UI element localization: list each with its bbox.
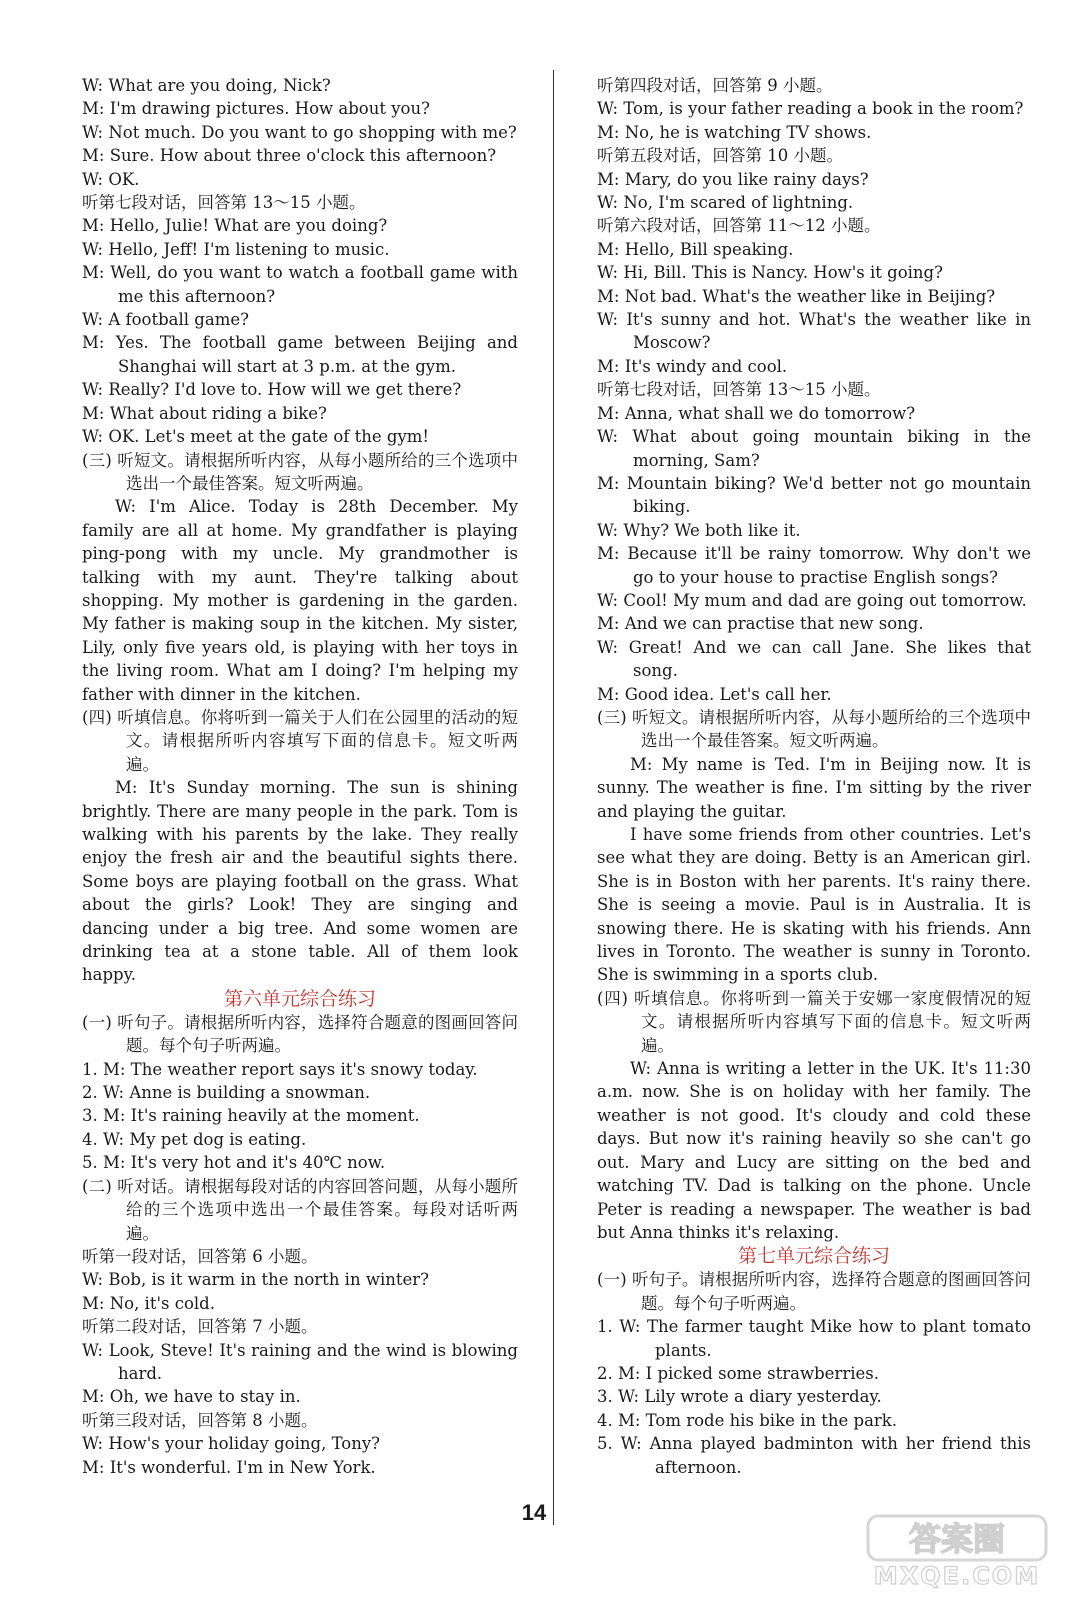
- dialogue-line: W: Look, Steve! It's raining and the wind is blowing hard.: [82, 1340, 518, 1383]
- dialogue-intro: 听第四段对话，回答第 9 小题。: [597, 76, 833, 95]
- dialogue-line: W: Great! And we can call Jane. She likes that song.: [597, 637, 1031, 681]
- dialogue-line: M: No, he is watching TV shows.: [597, 122, 872, 142]
- numbered-item: 5. M: It's very hot and it's 40℃ now.: [82, 1153, 386, 1173]
- numbered-item: 3. W: Lily wrote a diary yesterday.: [597, 1387, 882, 1407]
- section-instruction: (一) 听句子。请根据所听内容，选择符合题意的图画回答问题。每个句子听两遍。: [597, 1270, 1031, 1313]
- dialogue-line: M: Sure. How about three o'clock this afternoon?: [82, 146, 497, 166]
- unit-heading: 第六单元综合练习: [223, 987, 376, 1010]
- dialogue-line: M: No, it's cold.: [82, 1293, 215, 1313]
- dialogue-line: M: It's wonderful. I'm in New York.: [82, 1457, 376, 1477]
- dialogue-intro: 听第五段对话，回答第 10 小题。: [597, 146, 843, 166]
- dialogue-intro: 听第三段对话，回答第 8 小题。: [82, 1410, 318, 1430]
- right-column: [597, 74, 1031, 1479]
- dialogue-line: W: Hello, Jeff! I'm listening to music.: [82, 239, 390, 259]
- watermark-logo-text: 答案圈: [908, 1520, 1006, 1558]
- dialogue-intro: 听第七段对话，回答第 13～15 小题。: [597, 380, 881, 400]
- passage-paragraph: I have some friends from other countries. Let's see what they are doing. Betty is an American girl. She is in Boston with her parents. It's rainy there. She is seeing a movie. Paul is in Australia. It is snowing there. He is skating with his friends. Ann lives in Toronto. The weather is sunny in Toronto. She is swimming in a sports club.: [597, 825, 1031, 985]
- dialogue-line: M: Because it'll be rainy tomorrow. Why don't we go to your house to practise English songs?: [597, 544, 1031, 587]
- dialogue-line: M: Hello, Bill speaking.: [597, 239, 794, 259]
- dialogue-line: M: Oh, we have to stay in.: [82, 1387, 301, 1407]
- section-instruction: (三) 听短文。请根据所听内容，从每小题所给的三个选项中选出一个最佳答案。短文听两遍。: [597, 707, 1031, 751]
- dialogue-line: M: Well, do you want to watch a football game with me this afternoon?: [82, 263, 518, 306]
- numbered-item: 2. W: Anne is building a snowman.: [82, 1083, 371, 1103]
- dialogue-line: W: What about going mountain biking in the morning, Sam?: [597, 427, 1031, 470]
- dialogue-line: M: What about riding a bike?: [82, 403, 327, 423]
- dialogue-intro: 听第一段对话，回答第 6 小题。: [82, 1246, 318, 1266]
- numbered-item: 5. W: Anna played badminton with her friend this afternoon.: [597, 1434, 1031, 1477]
- numbered-item: 1. M: The weather report says it's snowy today.: [82, 1059, 478, 1079]
- dialogue-line: W: OK.: [82, 169, 140, 189]
- dialogue-line: W: Bob, is it warm in the north in winter?: [82, 1270, 429, 1290]
- passage-paragraph: M: It's Sunday morning. The sun is shining brightly. There are many people in the park. Tom is walking with his parents by the lake. They really enjoy the fresh air and the beautiful sights there. Some boys are playing football on the grass. What about the girls? Look! They are singing and dancing under a big tree. And some women are drinking tea at a stone table. All of them look happy.: [82, 778, 518, 985]
- dialogue-line: W: OK. Let's meet at the gate of the gym!: [82, 427, 430, 447]
- dialogue-line: W: What are you doing, Nick?: [82, 76, 331, 95]
- dialogue-line: W: Hi, Bill. This is Nancy. How's it going?: [597, 263, 943, 283]
- dialogue-line: W: How's your holiday going, Tony?: [82, 1434, 381, 1454]
- passage-paragraph: M: My name is Ted. I'm in Beijing now. It is sunny. The weather is fine. I'm sitting by the river and playing the guitar.: [597, 754, 1031, 821]
- dialogue-line: M: Hello, Julie! What are you doing?: [82, 216, 388, 236]
- numbered-item: 1. W: The farmer taught Mike how to plant tomato plants.: [597, 1317, 1031, 1360]
- passage-paragraph: W: Anna is writing a letter in the UK. It's 11:30 a.m. now. She is on holiday with her family. The weather is not good. It's cloudy and cold these days. But now it's raining heavily so she can't go out. Mary and Lucy are sitting on the bed and watching TV. Dad is talking on the phone. Uncle Peter is reading a newspaper. The weather is bad but Anna thinks it's relaxing.: [597, 1059, 1031, 1242]
- dialogue-line: W: No, I'm scared of lightning.: [597, 193, 854, 213]
- dialogue-line: M: Good idea. Let's call her.: [597, 684, 832, 704]
- left-column: [82, 74, 518, 1479]
- dialogue-line: W: Tom, is your father reading a book in the room?: [597, 99, 1024, 119]
- dialogue-line: W: Not much. Do you want to go shopping with me?: [82, 122, 517, 142]
- section-instruction: (四) 听填信息。你将听到一篇关于人们在公园里的活动的短文。请根据所听内容填写下面的信息卡。短文听两遍。: [82, 707, 518, 774]
- passage-paragraph: W: I'm Alice. Today is 28th December. My family are all at home. My grandfather is playing ping-pong with my uncle. My grandmother is talking with my aunt. They're talking about shopping. My mother is gardening in the garden. My father is making soup in the kitchen. My sister, Lily, only five years old, is playing with her toys in the living room. What am I doing? I'm helping my father with dinner in the kitchen.: [82, 497, 518, 704]
- unit-heading: 第七单元综合练习: [737, 1245, 890, 1268]
- dialogue-line: W: It's sunny and hot. What's the weather like in Moscow?: [597, 310, 1031, 353]
- numbered-item: 4. W: My pet dog is eating.: [82, 1129, 307, 1149]
- dialogue-line: M: Anna, what shall we do tomorrow?: [597, 403, 916, 423]
- watermark-logo: [862, 1512, 1052, 1590]
- numbered-item: 4. M: Tom rode his bike in the park.: [597, 1410, 898, 1430]
- dialogue-line: W: Really? I'd love to. How will we get there?: [82, 380, 462, 400]
- dialogue-line: W: A football game?: [82, 310, 249, 330]
- page-number: 14: [521, 1500, 547, 1525]
- numbered-item: 3. M: It's raining heavily at the moment.: [82, 1106, 420, 1126]
- dialogue-line: M: Mountain biking? We'd better not go mountain biking.: [597, 473, 1031, 517]
- dialogue-intro: 听第二段对话，回答第 7 小题。: [82, 1317, 318, 1337]
- dialogue-intro: 听第六段对话，回答第 11～12 小题。: [597, 216, 881, 236]
- dialogue-line: W: Cool! My mum and dad are going out tomorrow.: [597, 590, 1027, 610]
- dialogue-line: M: Not bad. What's the weather like in Beijing?: [597, 286, 996, 306]
- section-instruction: (四) 听填信息。你将听到一篇关于安娜一家度假情况的短文。请根据所听内容填写下面的信息卡。短文听两遍。: [597, 988, 1031, 1055]
- column-divider: [553, 70, 554, 1525]
- dialogue-line: M: And we can practise that new song.: [597, 614, 924, 634]
- dialogue-line: M: I'm drawing pictures. How about you?: [82, 99, 430, 119]
- section-instruction: (二) 听对话。请根据每段对话的内容回答问题，从每小题所给的三个选项中选出一个最佳答案。每段对话听两遍。: [82, 1176, 518, 1243]
- dialogue-line: M: Mary, do you like rainy days?: [597, 169, 869, 189]
- watermark-url: MXQE.COM: [873, 1562, 1041, 1590]
- numbered-item: 2. M: I picked some strawberries.: [597, 1363, 879, 1383]
- dialogue-intro: 听第七段对话，回答第 13～15 小题。: [82, 193, 366, 213]
- dialogue-line: W: Why? We both like it.: [597, 520, 801, 540]
- section-instruction: (一) 听句子。请根据所听内容，选择符合题意的图画回答问题。每个句子听两遍。: [82, 1012, 518, 1056]
- dialogue-line: M: It's windy and cool.: [597, 356, 788, 376]
- section-instruction: (三) 听短文。请根据所听内容，从每小题所给的三个选项中选出一个最佳答案。短文听两遍。: [82, 450, 518, 493]
- dialogue-line: M: Yes. The football game between Beijing and Shanghai will start at 3 p.m. at the gym.: [82, 333, 518, 376]
